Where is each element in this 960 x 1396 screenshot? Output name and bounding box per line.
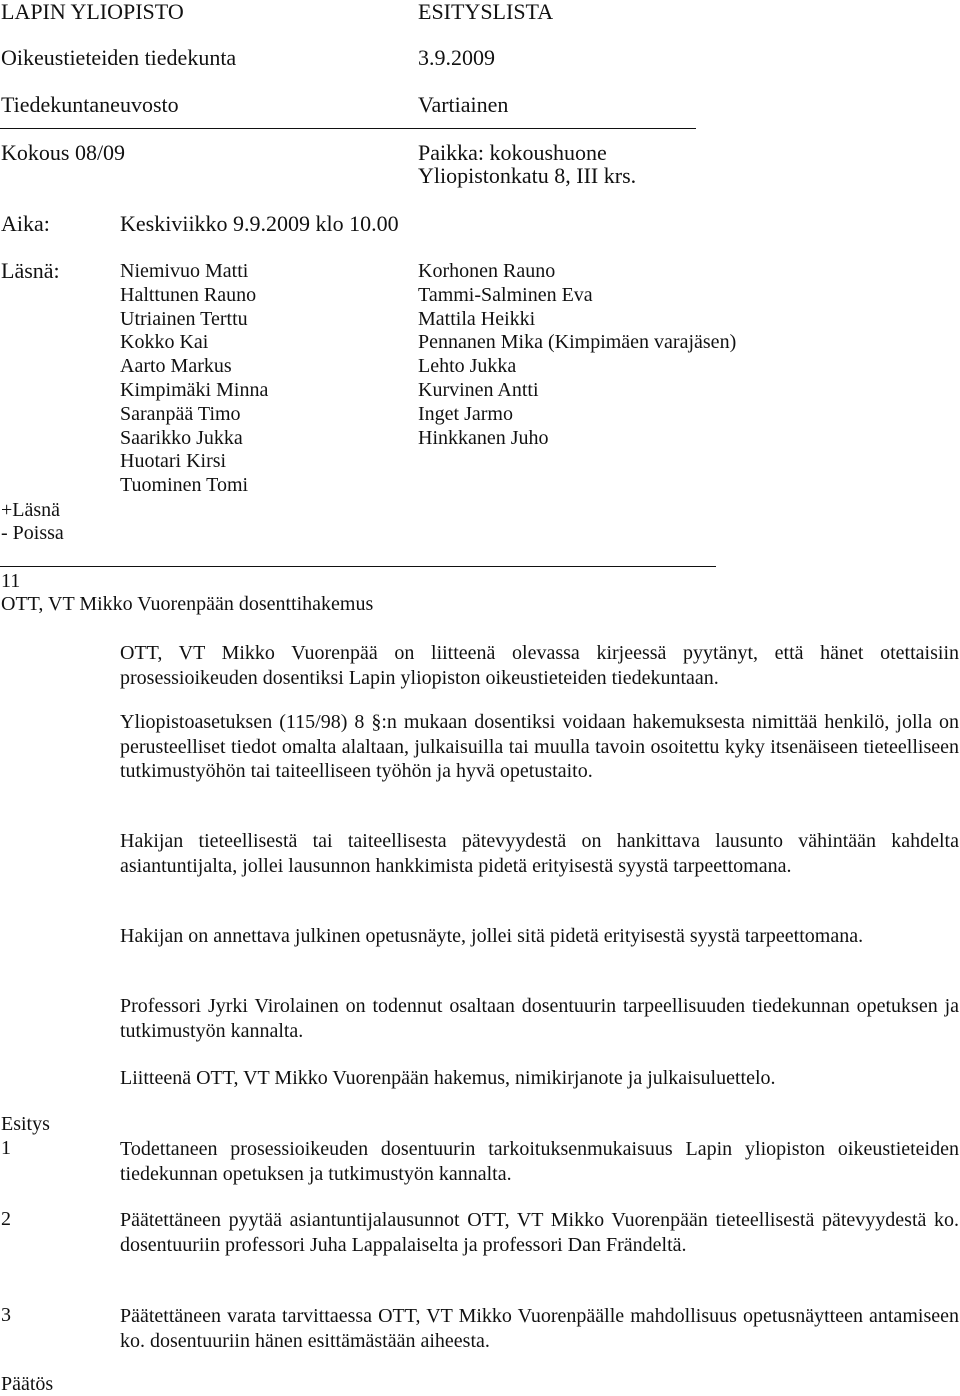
proposal-text: Päätettäneen varata tarvittaessa OTT, VT Mikko Vuorenpäälle mahdollisuus opetusnäytteen antamiseen ko. dosentuuriin hänen esittämästään aiheesta.: [120, 1305, 959, 1352]
attendee: Inget Jarmo: [418, 402, 513, 425]
document-date: 3.9.2009: [418, 45, 495, 70]
attendee: Utriainen Terttu: [120, 307, 248, 330]
proposal-number: 2: [1, 1208, 11, 1230]
attendee: Aarto Markus: [120, 355, 232, 378]
absent-label: - Poissa: [1, 522, 64, 544]
meeting-address: Yliopistonkatu 8, III krs.: [418, 163, 637, 188]
council-name: Tiedekuntaneuvosto: [1, 92, 179, 117]
attendee: Hinkkanen Juho: [418, 426, 549, 449]
present-label: Läsnä:: [1, 258, 60, 283]
proposal-text: Päätettäneen pyytää asiantuntijalausunnot OTT, VT Mikko Vuorenpään tieteellisestä pätevyydestä ko. dosentuuriin professori Juha Lappalaiselta ja professori Dan Frändeltä.: [120, 1209, 959, 1256]
attendee: Niemivuo Matti: [120, 260, 249, 282]
time-label: Aika:: [1, 211, 50, 236]
proposal-number: 1: [1, 1137, 11, 1159]
document-type: ESITYSLISTA: [418, 0, 554, 24]
time-value: Keskiviikko 9.9.2009 klo 10.00: [120, 211, 399, 236]
attendee: Tammi-Salminen Eva: [418, 283, 593, 306]
plus-present-label: +Läsnä: [1, 499, 61, 521]
attendee: Saranpää Timo: [120, 402, 241, 425]
item-paragraph: Liitteenä OTT, VT Mikko Vuorenpään hakemus, nimikirjanote ja julkaisuluettelo.: [120, 1067, 776, 1089]
item-paragraph: Yliopistoasetuksen (115/98) 8 §:n mukaan dosentiksi voidaan hakemuksesta nimittää henkilö, jolla on perusteelliset tiedot omalta alaltaan, julkaisuilla tai muulla tavoin osoitettu kyky itsenäiseen tieteelliseen tutkimustyöhön tai taiteelliseen työhön ja hyvä opetustaito.: [120, 711, 959, 782]
item-title: OTT, VT Mikko Vuorenpään dosenttihakemus: [1, 593, 374, 615]
attendee: Huotari Kirsi: [120, 450, 227, 473]
meeting-place: Paikka: kokoushuone: [418, 140, 607, 165]
attendee: Kimpimäki Minna: [120, 378, 269, 401]
attendee: Kurvinen Antti: [418, 378, 539, 401]
attendee: Tuominen Tomi: [120, 474, 249, 497]
university-name: LAPIN YLIOPISTO: [1, 0, 184, 24]
attendee-list-right: [418, 260, 736, 450]
item-paragraph: Professori Jyrki Virolainen on todennut osaltaan dosentuurin tarpeellisuuden tiedekunnan opetuksen ja tutkimustyön kannalta.: [120, 995, 959, 1042]
item-paragraph: Hakijan on annettava julkinen opetusnäyte, jollei sitä pidetä erityisestä syystä tarpeettomana.: [120, 925, 864, 947]
meeting-number: Kokous 08/09: [1, 140, 126, 165]
faculty-name: Oikeustieteiden tiedekunta: [1, 45, 237, 70]
attendee: Kokko Kai: [120, 331, 209, 354]
attendee: Mattila Heikki: [418, 307, 536, 330]
attendee-list-left: [120, 260, 268, 498]
attendee: Lehto Jukka: [418, 355, 517, 378]
attendee: Pennanen Mika (Kimpimäen varajäsen): [418, 331, 737, 354]
item-paragraph: Hakijan tieteellisestä tai taiteellisesta pätevyydestä on hankittava lausunto vähintään kahdelta asiantuntijalta, jollei lausunnon hankkimista pidetä erityisestä syystä tarpeettomana.: [120, 830, 959, 877]
decision-label: Päätös: [1, 1373, 54, 1395]
header-divider: [0, 128, 696, 129]
attendee: Halttunen Rauno: [120, 283, 257, 306]
author-name: Vartiainen: [418, 92, 509, 117]
attendee: Korhonen Rauno: [418, 260, 556, 282]
proposal-label: Esitys: [1, 1113, 50, 1135]
item-number: 11: [1, 570, 21, 592]
proposal-number: 3: [1, 1304, 11, 1326]
item-paragraph: OTT, VT Mikko Vuorenpää on liitteenä olevassa kirjeessä pyytänyt, että hänet otettaisiin prosessioikeuden dosentiksi Lapin yliopiston oikeustieteiden tiedekuntaan.: [120, 642, 959, 689]
attendee: Saarikko Jukka: [120, 426, 243, 449]
proposal-text: Todettaneen prosessioikeuden dosentuurin tarkoituksenmukaisuus Lapin yliopiston oikeustieteiden tiedekunnan opetuksen ja tutkimustyön kannalta.: [120, 1138, 959, 1185]
item-divider: [0, 566, 716, 567]
